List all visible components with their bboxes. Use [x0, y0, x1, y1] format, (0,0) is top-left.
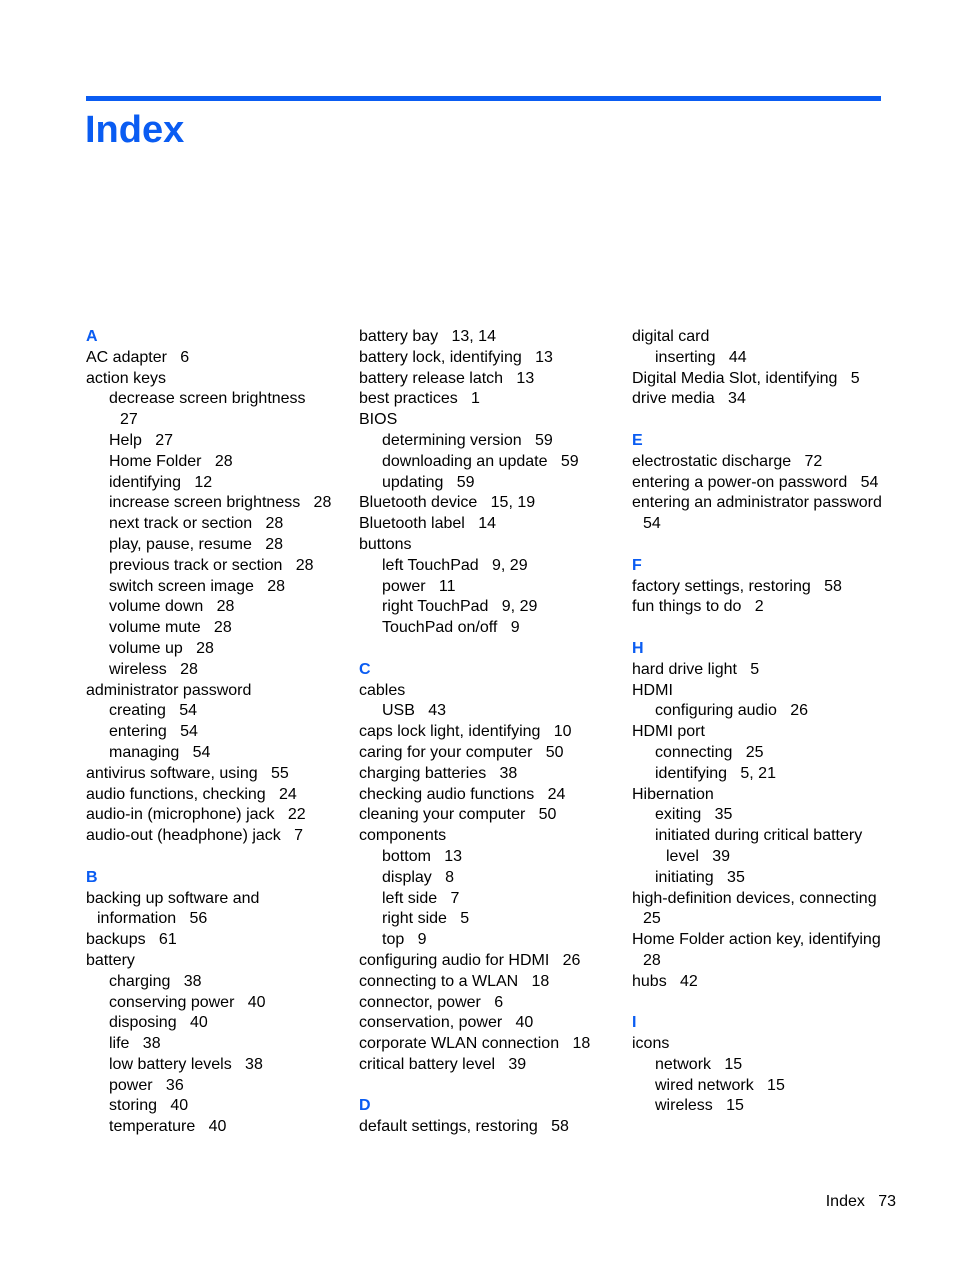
section-letter: B: [86, 868, 98, 886]
index-subentry: next track or section 28: [109, 515, 284, 533]
index-entry: caring for your computer 50: [359, 743, 564, 761]
index-entry: components: [359, 827, 447, 845]
index-entry: critical battery level 39: [359, 1055, 527, 1073]
index-subentry: Home Folder 28: [109, 452, 233, 470]
index-entry: cables: [359, 681, 406, 699]
index-entry: BIOS: [359, 411, 398, 429]
page-number: 73: [878, 1193, 896, 1210]
index-entry: configuring audio for HDMI 26: [359, 951, 581, 969]
index-subentry: storing 40: [109, 1097, 189, 1115]
index-subentry: increase screen brightness 28: [109, 494, 332, 512]
index-subentry: switch screen image 28: [109, 577, 286, 595]
index-entry: icons: [632, 1035, 670, 1053]
index-subentry: creating 54: [109, 702, 198, 720]
index-subentry: charging 38: [109, 972, 202, 990]
index-section: [86, 868, 341, 1138]
index-subentry: volume up 28: [109, 639, 214, 657]
section-letter: C: [359, 660, 371, 678]
index-entry: AC adapter 6: [86, 348, 190, 366]
index-entry: battery lock, identifying 13: [359, 348, 553, 366]
index-entry: Hibernation: [632, 785, 714, 803]
index-subentry: power 36: [109, 1076, 184, 1094]
index-entry: hard drive light 5: [632, 660, 760, 678]
index-entry: default settings, restoring 58: [359, 1118, 569, 1136]
index-subentry: top 9: [382, 931, 427, 949]
index-entry: backing up software and information 56: [86, 889, 264, 928]
index-entry: factory settings, restoring 58: [632, 577, 842, 595]
index-entry: high-definition devices, connecting 25: [632, 889, 890, 928]
index-entry: battery release latch 13: [359, 369, 535, 387]
index-entry: best practices 1: [359, 390, 480, 408]
index-subentry: play, pause, resume 28: [109, 535, 284, 553]
index-subentry: right TouchPad 9, 29: [382, 598, 538, 616]
index-entry: Digital Media Slot, identifying 5: [632, 369, 860, 387]
section-letter: F: [632, 556, 642, 574]
index-subentry: TouchPad on/off 9: [382, 619, 520, 637]
index-entry: audio-in (microphone) jack 22: [86, 806, 306, 824]
page-title: Index: [85, 109, 185, 151]
index-entry: battery bay 13, 14: [359, 328, 496, 345]
index-subentry: inserting 44: [655, 348, 747, 366]
index-column-1: [86, 327, 341, 1138]
index-subentry: conserving power 40: [109, 993, 266, 1011]
section-letter: A: [86, 328, 98, 345]
index-entry: HDMI port: [632, 723, 705, 741]
index-subentry: updating 59: [382, 473, 475, 491]
footer-label: Index: [825, 1193, 865, 1210]
index-column-2: [359, 327, 614, 1138]
index-subentry: low battery levels 38: [109, 1055, 263, 1073]
index-subentry: volume mute 28: [109, 619, 232, 637]
index-section: [86, 327, 341, 847]
index-subentry: previous track or section 28: [109, 556, 314, 574]
index-entry: Home Folder action key, identifying 28: [632, 931, 895, 969]
index-subentry: left side 7: [382, 889, 460, 907]
index-entry: buttons: [359, 535, 412, 553]
index-subentry: initiated during critical battery level 39: [655, 827, 867, 865]
index-subentry: entering 54: [109, 723, 198, 741]
index-entry: entering a power-on password 54: [632, 473, 879, 491]
index-subentry: managing 54: [109, 743, 211, 761]
index-subentry: temperature 40: [109, 1118, 227, 1136]
index-section: [632, 639, 895, 993]
index-entry: administrator password: [86, 681, 252, 699]
page-footer: [826, 1192, 896, 1212]
index-entry: conservation, power 40: [359, 1014, 534, 1032]
index-section: [359, 1096, 614, 1138]
index-entry: fun things to do 2: [632, 598, 764, 616]
index-entry: connector, power 6: [359, 993, 504, 1011]
index-entry: electrostatic discharge 72: [632, 452, 823, 470]
index-entry: entering an administrator password 54: [632, 494, 896, 533]
index-section: [632, 431, 896, 535]
index-section: [632, 556, 887, 618]
section-letter: I: [632, 1014, 637, 1032]
index-entry: audio-out (headphone) jack 7: [86, 827, 304, 845]
index-entry: HDMI: [632, 681, 673, 699]
index-subentry: left TouchPad 9, 29: [382, 556, 528, 574]
index-entry: Bluetooth label 14: [359, 515, 496, 533]
title-rule: [86, 96, 881, 101]
index-subentry: determining version 59: [382, 431, 553, 449]
index-entry: audio functions, checking 24: [86, 785, 297, 803]
section-letter: H: [632, 639, 644, 657]
index-column-3: [632, 327, 896, 1117]
index-subentry: network 15: [655, 1055, 743, 1073]
index-subentry: right side 5: [382, 910, 470, 928]
index-subentry: wired network 15: [655, 1076, 785, 1094]
index-entry: connecting to a WLAN 18: [359, 972, 550, 990]
section-letter: E: [632, 431, 643, 449]
index-entry: charging batteries 38: [359, 764, 518, 782]
index-entry: corporate WLAN connection 18: [359, 1035, 591, 1053]
index-section: [359, 660, 614, 1076]
index-subentry: USB 43: [382, 702, 447, 720]
index-entry: digital card: [632, 328, 710, 345]
index-section: [359, 327, 614, 639]
index-entry: Bluetooth device 15, 19: [359, 494, 536, 512]
index-subentry: bottom 13: [382, 847, 463, 865]
index-subentry: disposing 40: [109, 1014, 208, 1032]
index-subentry: decrease screen brightness 27: [109, 390, 324, 429]
index-subentry: connecting 25: [655, 743, 764, 761]
index-subentry: wireless 28: [109, 660, 198, 678]
index-entry: backups 61: [86, 931, 177, 949]
index-subentry: volume down 28: [109, 598, 235, 616]
index-subentry: downloading an update 59: [382, 452, 579, 470]
index-subentry: initiating 35: [655, 868, 745, 886]
index-subentry: configuring audio 26: [655, 702, 808, 720]
index-entry: antivirus software, using 55: [86, 764, 289, 782]
index-section: [632, 327, 887, 410]
index-entry: checking audio functions 24: [359, 785, 566, 803]
index-subentry: display 8: [382, 868, 455, 886]
index-entry: caps lock light, identifying 10: [359, 723, 572, 741]
index-entry: cleaning your computer 50: [359, 806, 557, 824]
index-subentry: wireless 15: [655, 1097, 744, 1115]
index-entry: hubs 42: [632, 972, 698, 990]
index-subentry: power 11: [382, 577, 456, 595]
index-subentry: identifying 5, 21: [655, 764, 776, 782]
index-subentry: Help 27: [109, 431, 174, 449]
index-subentry: identifying 12: [109, 473, 213, 491]
index-entry: battery: [86, 951, 135, 969]
index-entry: action keys: [86, 369, 167, 387]
section-letter: D: [359, 1097, 371, 1115]
index-entry: drive media 34: [632, 390, 746, 408]
index-subentry: life 38: [109, 1035, 161, 1053]
index-section: [632, 1013, 887, 1117]
index-subentry: exiting 35: [655, 806, 733, 824]
